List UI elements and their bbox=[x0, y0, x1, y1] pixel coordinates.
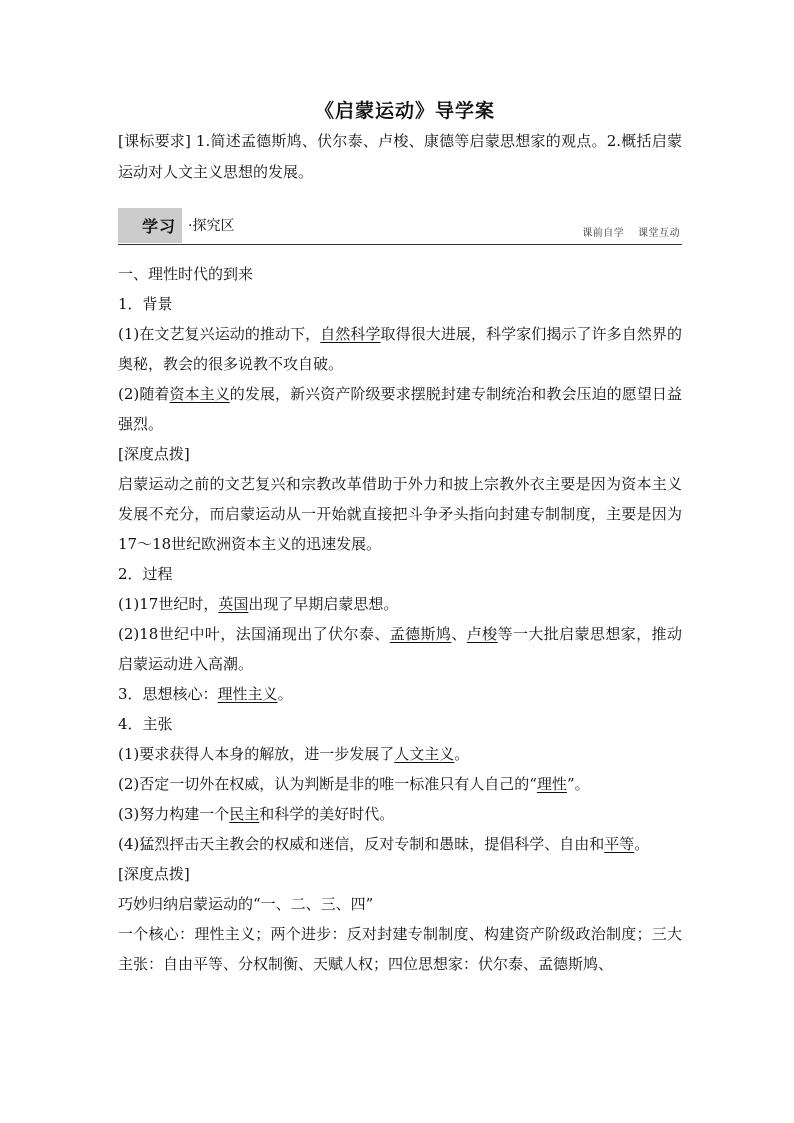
content-body bbox=[118, 259, 682, 979]
deep-insight-text-2: 一个核心：理性主义；两个进步：反对封建专制制度、构建资产阶级政治制度；三大主张：自由平等、分权制衡、天赋人权；四位思想家：伏尔泰、孟德斯鸠、 bbox=[118, 925, 682, 973]
background-point-2: (2)随着资本主义的发展，新兴资产阶级要求摆脱封建专制统治和教会压迫的愿望日益强烈。 bbox=[118, 385, 682, 433]
answer-montesquieu: 孟德斯鸠 bbox=[389, 625, 452, 643]
banner-right-self-study: 课前自学 bbox=[582, 228, 625, 239]
answer-england: 英国 bbox=[218, 595, 249, 613]
process-point-1: (1)17世纪时，英国出现了早期启蒙思想。 bbox=[118, 595, 399, 613]
core-idea: 3．思想核心：理性主义。 bbox=[118, 685, 293, 703]
answer-rationalism: 理性主义 bbox=[217, 685, 278, 703]
requirement-tag: [课标要求] bbox=[118, 132, 191, 150]
curriculum-requirement bbox=[118, 126, 682, 188]
background-point-1: (1)在文艺复兴运动的推动下，自然科学取得很大进展，科学家们揭示了许多自然界的奥秘，教会的很多说教不攻自破。 bbox=[118, 325, 682, 373]
claims-heading: 4．主张 bbox=[118, 715, 173, 733]
answer-natural-science: 自然科学 bbox=[320, 325, 381, 343]
answer-democracy: 民主 bbox=[229, 805, 260, 823]
claim-2: (2)否定一切外在权威，认为判断是非的唯一标准只有人自己的“理性”。 bbox=[118, 775, 590, 793]
claim-4: (4)猛烈抨击天主教会的权威和迷信，反对专制和愚昧，提倡科学、自由和平等。 bbox=[118, 835, 650, 853]
answer-humanism: 人文主义 bbox=[394, 745, 455, 763]
section-banner bbox=[118, 208, 682, 245]
requirement-text: 1.简述孟德斯鸠、伏尔泰、卢梭、康德等启蒙思想家的观点。2.概括启蒙运动对人文主义思想的发展。 bbox=[118, 132, 682, 181]
answer-reason: 理性 bbox=[536, 775, 567, 793]
banner-right-class-interaction: 课堂互动 bbox=[638, 228, 680, 239]
claim-3: (3)努力构建一个民主和科学的美好时代。 bbox=[118, 805, 395, 823]
banner-main-label: 学习 bbox=[142, 217, 177, 236]
document-page bbox=[118, 96, 682, 979]
banner-right-labels bbox=[582, 224, 680, 239]
claim-1: (1)要求获得人本身的解放，进一步发展了人文主义。 bbox=[118, 745, 470, 763]
deep-insight-text-1: 启蒙运动之前的文艺复兴和宗教改革借助于外力和披上宗教外衣主要是因为资本主义发展不充分，而启蒙运动从一开始就直接把斗争矛头指向封建专制制度，主要是因为17～18世纪欧洲资本主义的迅速发展。 bbox=[118, 475, 682, 553]
answer-capitalism: 资本主义 bbox=[169, 385, 230, 403]
process-point-2: (2)18世纪中叶，法国涌现出了伏尔泰、孟德斯鸠、卢梭等一大批启蒙思想家，推动启蒙运动进入高潮。 bbox=[118, 625, 682, 673]
banner-sub-label: ·探究区 bbox=[188, 218, 235, 234]
process-heading: 2．过程 bbox=[118, 565, 173, 583]
page-title: 《启蒙运动》导学案 bbox=[314, 100, 495, 122]
answer-equality: 平等 bbox=[604, 835, 635, 853]
background-heading: 1．背景 bbox=[118, 295, 173, 313]
answer-rousseau: 卢梭 bbox=[466, 625, 498, 643]
section-heading-1: 一、理性时代的到来 bbox=[118, 265, 254, 283]
deep-insight-label-2: [深度点拨] bbox=[118, 865, 190, 883]
deep-insight-intro-2: 巧妙归纳启蒙运动的“一、二、三、四” bbox=[118, 895, 374, 913]
deep-insight-label-1: [深度点拨] bbox=[118, 445, 190, 463]
